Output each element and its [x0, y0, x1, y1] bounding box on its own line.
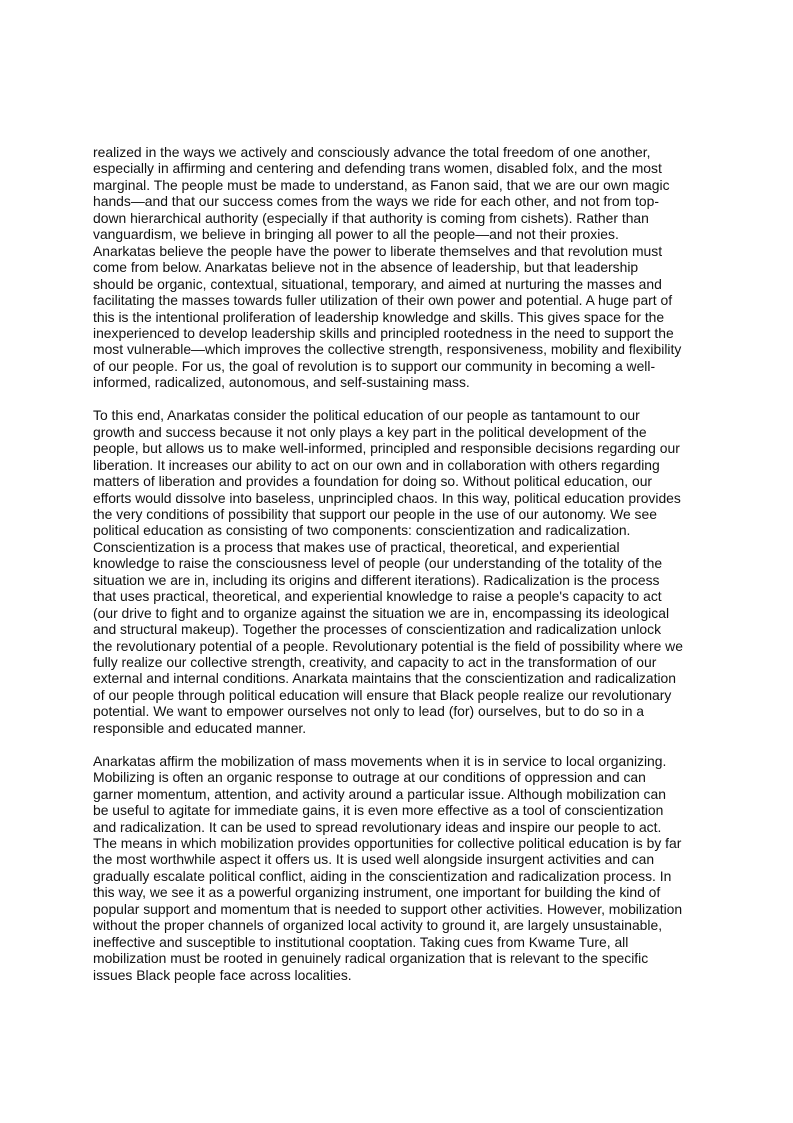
- paragraph-mobilization: Anarkatas affirm the mobilization of mass movements when it is in service to local organizing. Mobilizing is often an organic response to outrage at our conditions of oppression and can garner momentum, attention, and activity around a particular issue. Although mobilization can be useful to agitate for immediate gains, it is even more effective as a tool of conscientization and radicalization. It can be used to spread revolutionary ideas and inspire our people to act. The means in which mobilization provides opportunities for collective political education is by far the most worthwhile aspect it offers us. It is used well alongside insurgent activities and can gradually escalate political conflict, aiding in the conscientization and radicalization process. In this way, we see it as a powerful organizing instrument, one important for building the kind of popular support and momentum that is needed to support other activities. However, mobilization without the proper channels of organized local activity to ground it, are largely unsustainable, ineffective and susceptible to institutional cooptation. Taking cues from Kwame Ture, all mobilization must be rooted in genuinely radical organization that is relevant to the specific issues Black people face across localities.: [93, 752, 683, 983]
- paragraph-leadership: realized in the ways we actively and consciously advance the total freedom of one another, especially in affirming and centering and defending trans women, disabled folx, and the most marginal. The people must be made to understand, as Fanon said, that we are our own magic hands—and that our success comes from the ways we ride for each other, and not from top- down hierarchical authority (especially if that authority is coming from cishets). Rather than vanguardism, we believe in bringing all power to all the people—and not their proxies. Anarkatas believe the people have the power to liberate themselves and that revolution must come from below. Anarkatas believe not in the absence of leadership, but that leadership should be organic, contextual, situational, temporary, and aimed at nurturing the masses and facilitating the masses towards fuller utilization of their own power and potential. A huge part of this is the intentional proliferation of leadership knowledge and skills. This gives space for the inexperienced to develop leadership skills and principled rootedness in the need to support the most vulnerable—which improves the collective strength, responsiveness, mobility and flexibility of our people. For us, the goal of revolution is to support our community in becoming a well- informed, radicalized, autonomous, and self-sustaining mass.: [93, 144, 682, 391]
- paragraph-political-education: To this end, Anarkatas consider the political education of our people as tantamount to our growth and success because it not only plays a key part in the political development of the people, but allows us to make well-informed, principled and responsible decisions regarding our liberation. It increases our ability to act on our own and in collaboration with others regarding matters of liberation and provides a foundation for doing so. Without political education, our efforts would dissolve into baseless, unprincipled chaos. In this way, political education provides the very conditions of possibility that support our people in the use of our autonomy. We see political education as consisting of two components: conscientization and radicalization. Conscientization is a process that makes use of practical, theoretical, and experiential knowledge to raise the consciousness level of people (our understanding of the totality of the situation we are in, including its origins and different iterations). Radicalization is the process that uses practical, theoretical, and experiential knowledge to raise a people's capacity to act (our drive to fight and to organize against the situation we are in, encompassing its ideological and structural makeup). Together the processes of conscientization and radicalization unlock the revolutionary potential of a people. Revolutionary potential is the field of possibility where we fully realize our collective strength, creativity, and capacity to act in the transformation of our external and internal conditions. Anarkata maintains that the conscientization and radicalization of our people through political education will ensure that Black people realize our revolutionary potential. We want to empower ourselves not only to lead (for) ourselves, but to do so in a responsible and educated manner.: [93, 407, 683, 736]
- document-page: [93, 144, 708, 1000]
